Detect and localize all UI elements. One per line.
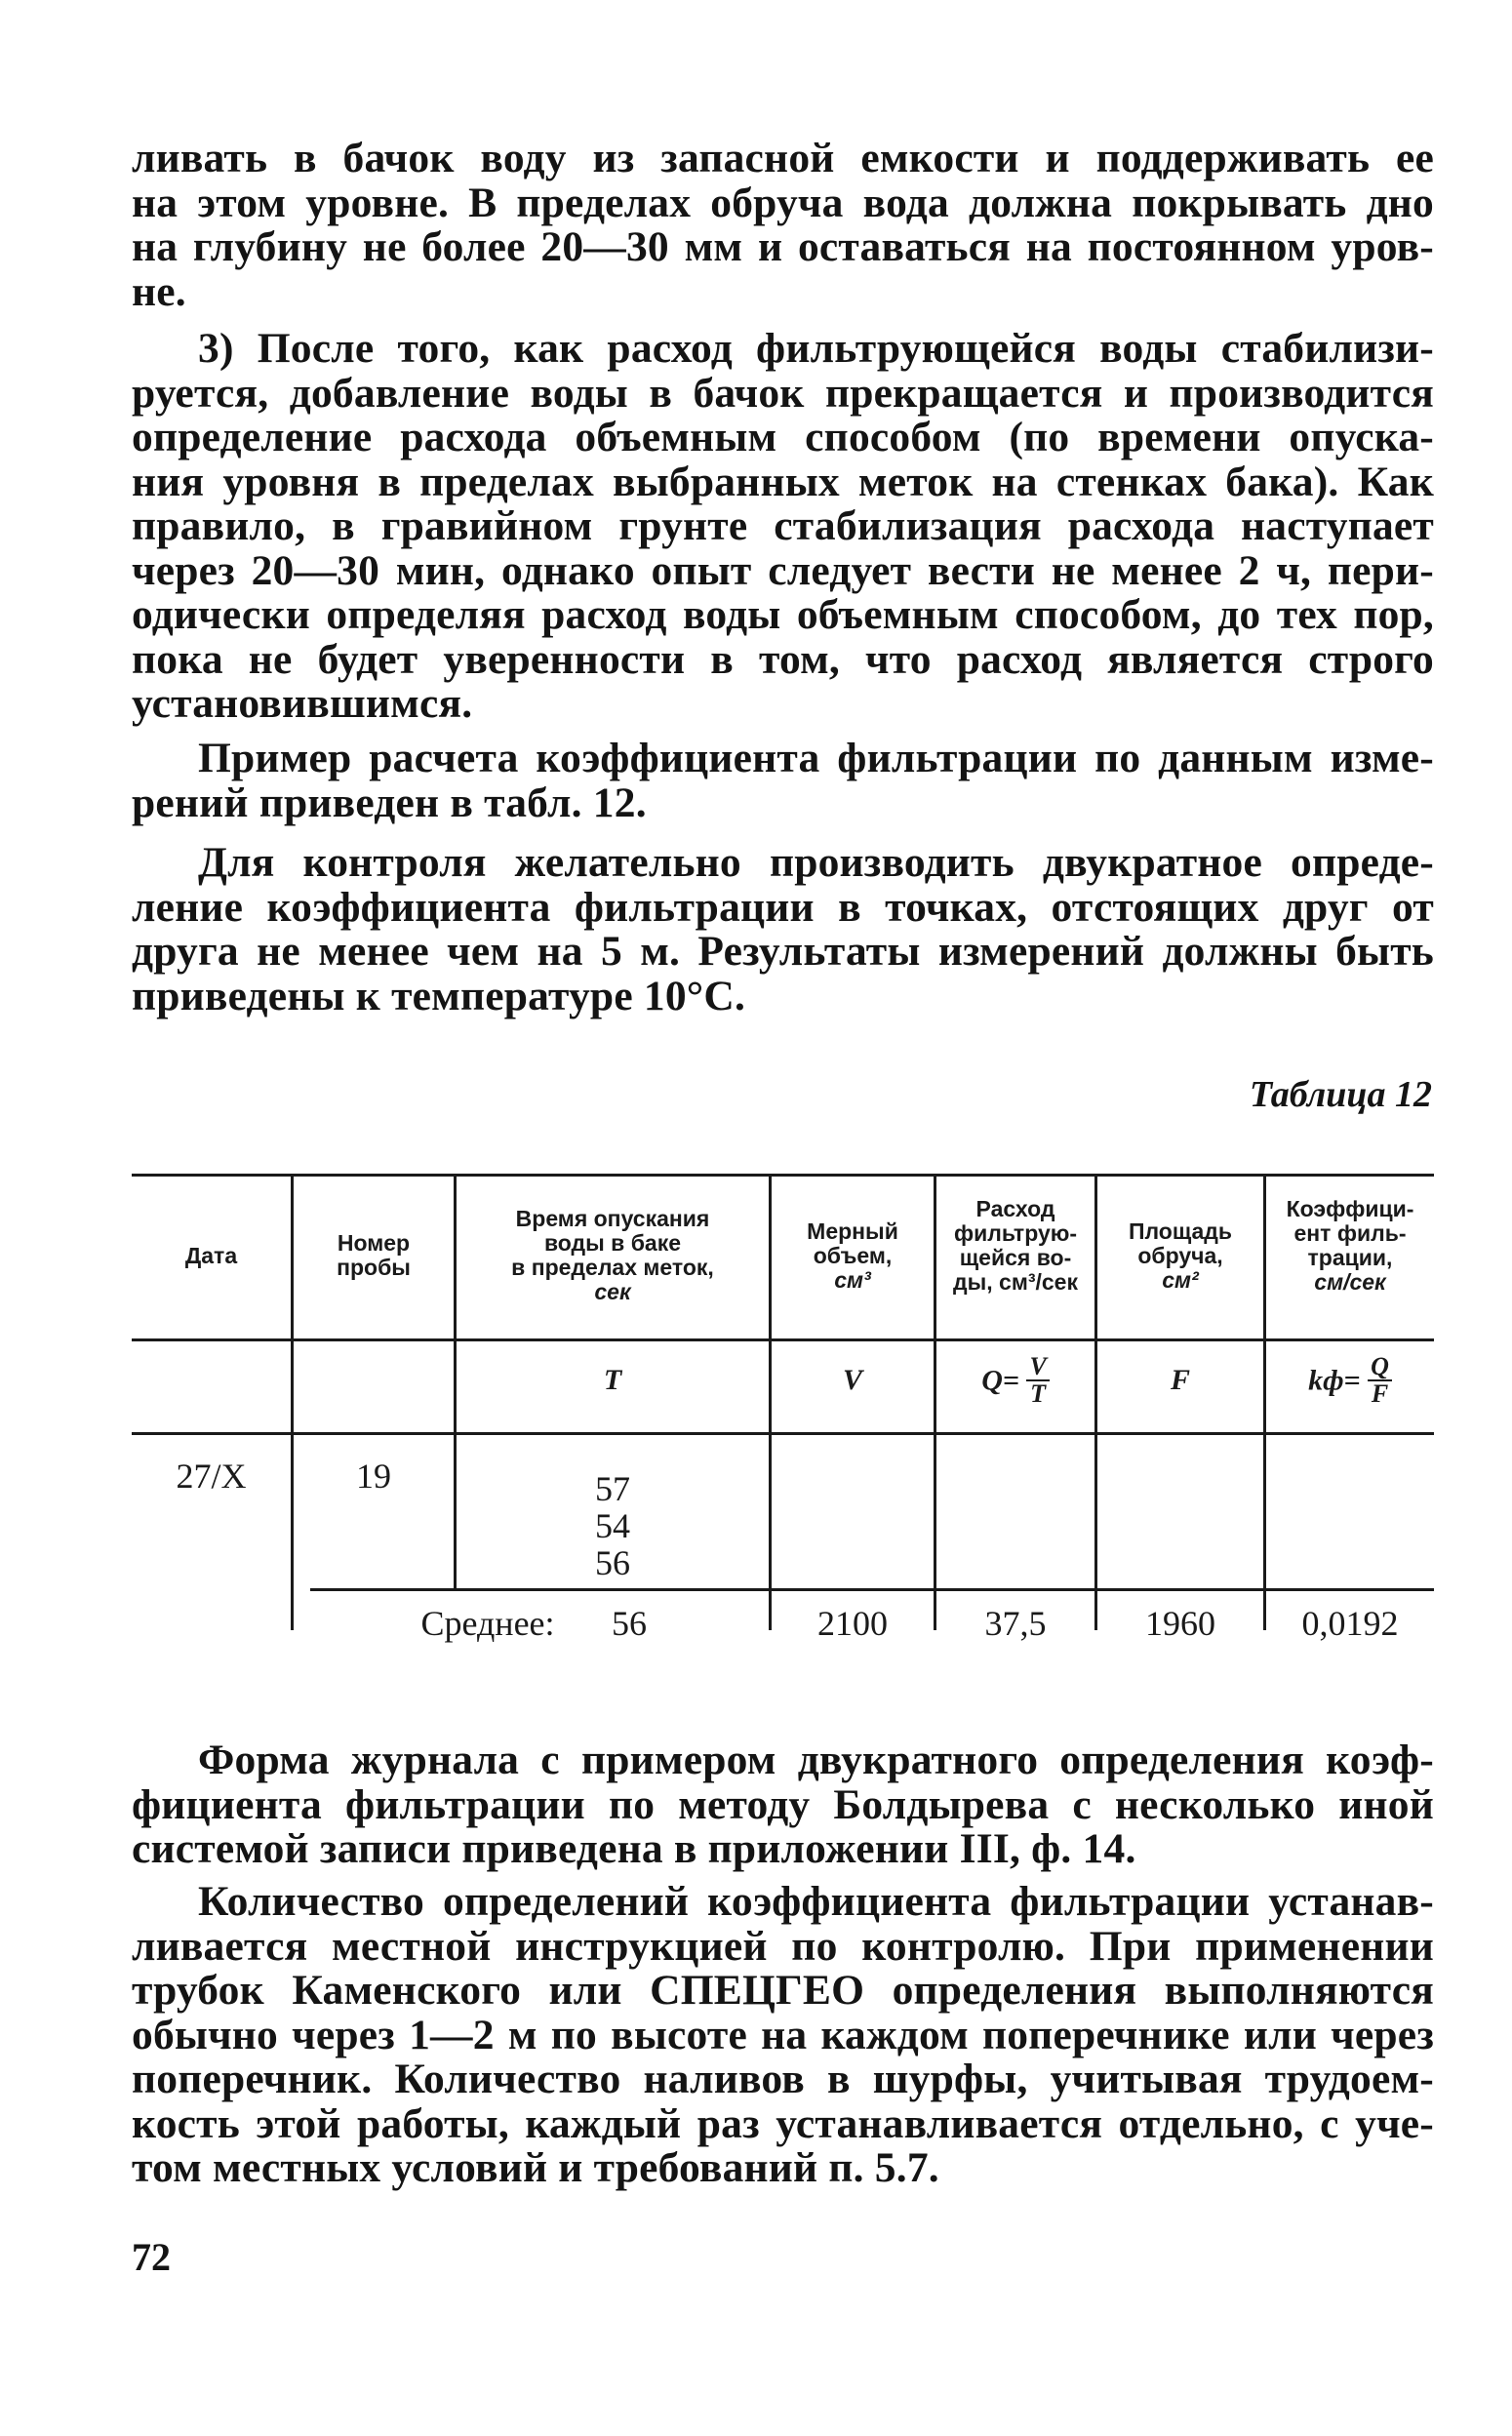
summary-time: 56 — [612, 1604, 647, 1643]
symbol-coef — [1266, 1354, 1434, 1407]
header-line: фильтрую- — [953, 1220, 1078, 1246]
text-line: Форма журнала с примером двукратного определения коэф- — [198, 1737, 1434, 1783]
text-line: друга не менее чем на 5 м. Результаты измерений должны быть — [132, 928, 1434, 975]
text-line: пока не будет уверенности в том, что расход является строго — [132, 635, 1434, 683]
header-line: ды, см³/сек — [953, 1269, 1078, 1295]
text-line: Количество определений коэффициента фильтрации устанав- — [198, 1878, 1434, 1925]
header-volume — [772, 1219, 934, 1293]
header-line: ент филь- — [1293, 1220, 1407, 1246]
paragraph-1 — [132, 137, 1434, 314]
header-line: сек — [594, 1279, 631, 1304]
cell-time-3: 56 — [595, 1543, 630, 1582]
text-line: поперечник. Количество наливов в шурфы, учитывая трудоем- — [132, 2056, 1434, 2102]
text-line: Для контроля желательно производить двукратное опреде- — [198, 839, 1434, 886]
text-line: определение расхода объемным способом (по времени опуска- — [132, 414, 1434, 460]
header-line: воды в баке — [543, 1230, 682, 1256]
summary-coef: 0,0192 — [1301, 1604, 1399, 1643]
header-line: Время опускания — [515, 1206, 710, 1231]
page-number: 72 — [132, 2235, 171, 2279]
text-line: ливается местной инструкцией по контролю. При применении — [132, 1922, 1434, 1970]
header-line: Коэффици- — [1286, 1196, 1414, 1221]
symbol-coef-lhs: kф= — [1308, 1364, 1361, 1397]
symbol-time: T — [603, 1364, 622, 1396]
text-line: ление коэффициента фильтрации в точках, отстоящих друг от — [132, 883, 1434, 931]
symbol-area: F — [1170, 1364, 1190, 1396]
text-line: приведены к температуре 10°С. — [132, 972, 746, 1019]
header-line: см/сек — [1314, 1269, 1386, 1295]
text-line: фициента фильтрации по методу Болдырева с несколько иной — [132, 1780, 1434, 1828]
text-line: на этом уровне. В пределах обруча вода должна покрывать дно — [132, 179, 1434, 226]
cell-time-1: 57 — [595, 1469, 630, 1508]
header-line: щейся во- — [959, 1245, 1072, 1270]
paragraph-4 — [132, 841, 1434, 1018]
text-line: не. — [132, 267, 186, 315]
table-caption: Таблица 12 — [1249, 1074, 1432, 1115]
paragraph-6 — [132, 1880, 1434, 2191]
table-col-divider — [1263, 1174, 1266, 1630]
text-line: ливать в бачок воду из запасной емкости и поддерживать ее — [132, 135, 1434, 181]
summary-area: 1960 — [1145, 1604, 1215, 1643]
text-line: рений приведен в табл. 12. — [132, 779, 647, 826]
text-line: кость этой работы, каждый раз устанавливается отдельно, с уче- — [132, 2099, 1434, 2147]
table-summary-rule — [310, 1588, 1434, 1591]
header-line: объем, — [813, 1243, 893, 1268]
table-col-divider — [291, 1174, 294, 1630]
header-date: Дата — [184, 1243, 238, 1268]
symbol-flow — [936, 1354, 1094, 1407]
header-sample — [294, 1231, 454, 1280]
fraction-denominator: F — [1371, 1379, 1389, 1408]
paragraph-5 — [132, 1738, 1434, 1872]
header-line: Площадь — [1128, 1218, 1233, 1244]
table-col-divider — [769, 1174, 772, 1630]
summary-label: Среднее: — [420, 1604, 555, 1643]
header-line: пробы — [337, 1255, 411, 1280]
fraction-numerator: V — [1026, 1354, 1049, 1381]
text-line: через 20—30 мин, однако опыт следует вести не менее 2 ч, пери- — [132, 546, 1434, 594]
header-line: Номер — [337, 1230, 411, 1256]
paragraph-2 — [132, 327, 1434, 727]
summary-flow: 37,5 — [984, 1604, 1047, 1643]
header-line: Мерный — [807, 1218, 898, 1244]
table-header-rule — [132, 1338, 1434, 1341]
text-line: одически определяя расход воды объемным способом, до тех пор, — [132, 591, 1434, 638]
text-line: обычно через 1—2 м по высоте на каждом поперечнике или через — [132, 2011, 1434, 2058]
text-line: правило, в гравийном грунте стабилизация расхода наступает — [132, 502, 1434, 549]
header-time — [457, 1207, 769, 1304]
text-line: Пример расчета коэффициента фильтрации по данным изме- — [198, 735, 1434, 781]
text-line: том местных условий и требований п. 5.7. — [132, 2144, 939, 2191]
cell-sample: 19 — [356, 1457, 391, 1496]
symbol-volume: V — [842, 1364, 862, 1396]
header-line: трации, — [1307, 1245, 1393, 1270]
text-line: на глубину не более 20—30 мм и оставаться на постоянном уров- — [132, 223, 1434, 270]
text-line: ния уровня в пределах выбранных меток на стенках бака). Как — [132, 458, 1434, 505]
table-symbol-rule — [132, 1432, 1434, 1435]
fraction-denominator: T — [1030, 1379, 1047, 1408]
text-line: трубок Каменского или СПЕЦГЕО определения выполняются — [132, 1967, 1434, 2014]
table-top-rule — [132, 1174, 1434, 1177]
header-line: см³ — [834, 1267, 871, 1293]
cell-date: 27/X — [176, 1457, 247, 1496]
table-col-divider — [934, 1174, 936, 1630]
table-col-divider — [454, 1174, 457, 1588]
text-line: руется, добавление воды в бачок прекращается и производится — [132, 369, 1434, 417]
fraction-numerator: Q — [1368, 1354, 1392, 1381]
header-coef — [1266, 1197, 1434, 1295]
symbol-flow-lhs: Q= — [981, 1364, 1019, 1397]
symbol-coef-fraction — [1368, 1354, 1392, 1407]
cell-time-2: 54 — [595, 1506, 630, 1545]
text-line: системой записи приведена в приложении III, ф. 14. — [132, 1825, 1136, 1872]
header-line: в пределах меток, — [511, 1255, 714, 1280]
summary-volume: 2100 — [817, 1604, 888, 1643]
header-flow — [936, 1197, 1094, 1295]
symbol-flow-fraction — [1026, 1354, 1049, 1407]
paragraph-3 — [132, 737, 1434, 825]
text-line: установившимся. — [132, 680, 473, 727]
table-col-divider — [1094, 1174, 1097, 1630]
header-line: Расход — [975, 1196, 1055, 1221]
header-line: обруча, — [1137, 1243, 1223, 1268]
header-line: см² — [1162, 1267, 1199, 1293]
header-area — [1097, 1219, 1263, 1293]
text-line: 3) После того, как расход фильтрующейся воды стабилизи- — [198, 325, 1434, 372]
